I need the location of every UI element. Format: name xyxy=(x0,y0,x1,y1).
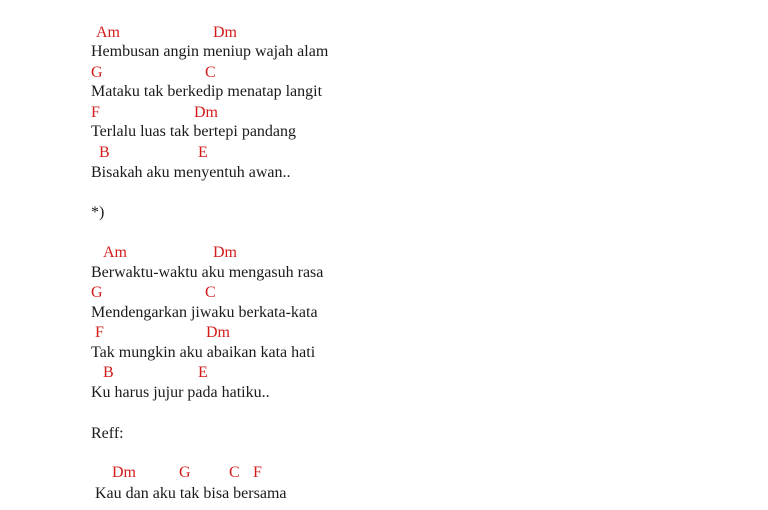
lyric-line: Mataku tak berkedip menatap langit xyxy=(91,83,323,100)
lyric-line: Bisakah aku menyentuh awan.. xyxy=(91,164,291,181)
chord: C xyxy=(205,64,216,81)
lyric-line: Kau dan aku tak bisa bersama xyxy=(95,485,287,502)
chord: E xyxy=(198,144,208,161)
chord: G xyxy=(179,464,191,481)
chord: Dm xyxy=(194,104,218,121)
section-marker: *) xyxy=(91,204,105,221)
chord: G xyxy=(91,284,103,301)
chord: E xyxy=(198,364,208,381)
chord: Dm xyxy=(206,324,230,341)
section-label: Reff: xyxy=(91,425,124,442)
chord: Dm xyxy=(213,244,237,261)
lyric-line: Mendengarkan jiwaku berkata-kata xyxy=(91,304,318,321)
chord: B xyxy=(103,364,114,381)
lyric-line: Hembusan angin meniup wajah alam xyxy=(91,43,329,60)
chord: Dm xyxy=(112,464,136,481)
chord: B xyxy=(99,144,110,161)
chord: F xyxy=(253,464,262,481)
lyric-line: Berwaktu-waktu aku mengasuh rasa xyxy=(91,264,324,281)
chord: Dm xyxy=(213,24,237,41)
chord: C xyxy=(229,464,240,481)
chord: F xyxy=(91,104,100,121)
lyric-line: Ku harus jujur pada hatiku.. xyxy=(91,384,270,401)
lyric-line: Tak mungkin aku abaikan kata hati xyxy=(91,344,316,361)
lyric-line: Terlalu luas tak bertepi pandang xyxy=(91,123,297,140)
chord: C xyxy=(205,284,216,301)
chord: Am xyxy=(103,244,127,261)
chord: G xyxy=(91,64,103,81)
chord: F xyxy=(95,324,104,341)
chord: Am xyxy=(96,24,120,41)
